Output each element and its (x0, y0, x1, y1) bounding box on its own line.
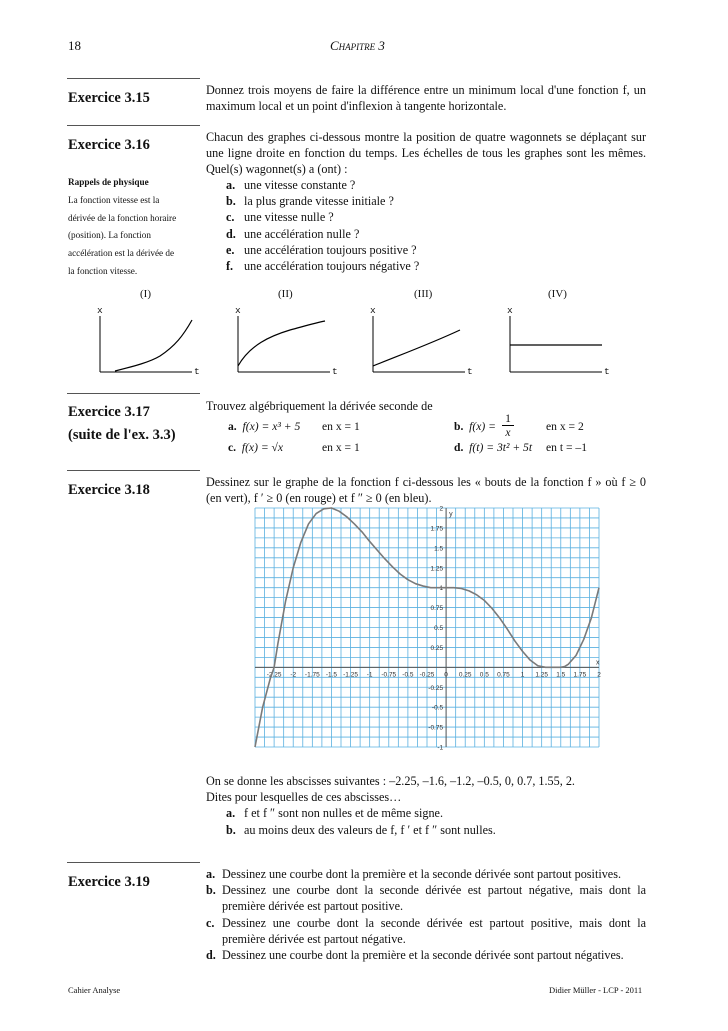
list-item: b. Dessinez une courbe dont la seconde dérivée est partout négative, mais dont la première dérivée est partout positive. (206, 883, 646, 914)
graph1-t-label: t (194, 366, 200, 377)
graph3-x-label: x (370, 305, 376, 316)
wagon-graphs (0, 300, 728, 382)
graph3-t-label: t (467, 366, 473, 377)
x-tick-label: 0.75 (497, 671, 510, 679)
x-tick-label: -0.75 (381, 671, 397, 679)
graph-label-4: (IV) (548, 288, 567, 300)
reminder-line: accélération est la dérivée de (68, 248, 175, 259)
ex316-title: Exercice 3.16 (68, 137, 150, 153)
graph-label-2: (II) (278, 288, 293, 300)
y-tick-label: 0.75 (430, 605, 444, 613)
graph4-x-label: x (507, 305, 513, 316)
y-tick-label: 2 (439, 505, 444, 513)
list-item: b. la plus grande vitesse initiale ? (226, 194, 394, 209)
x-tick-label: -2.25 (266, 671, 282, 679)
list-item: d. une accélération nulle ? (226, 226, 360, 241)
reminder-line: (position). La fonction (68, 230, 151, 241)
x-axis-label: x (596, 659, 600, 667)
ex317-item-d-at: en t = –1 (546, 441, 587, 454)
ex317-item-d: d. f(t) = 3t² + 5t (454, 441, 533, 454)
x-tick-label: 0.5 (479, 671, 489, 679)
physics-reminder (68, 174, 203, 281)
graph2-t-label: t (332, 366, 338, 377)
footer-left: Cahier Analyse (68, 985, 121, 995)
list-item: c. Dessinez une courbe dont la seconde dérivée est partout positive, mais dont la première dérivée est partout négative. (206, 915, 646, 946)
fraction-numerator: 1 (505, 412, 511, 425)
graph3-curve (373, 330, 460, 366)
x-tick-label: 0 (444, 671, 448, 679)
ex315-title: Exercice 3.15 (68, 90, 150, 106)
rule-317 (67, 393, 200, 394)
y-tick-label: 0.5 (434, 625, 444, 632)
ex318-title: Exercice 3.18 (68, 482, 150, 498)
graph1-x-label: x (97, 305, 103, 316)
y-tick-label: -1 (437, 744, 444, 750)
ex317-text: Trouvez algébriquement la dérivée seconde de (206, 399, 433, 413)
reminder-line: dérivée de la fonction horaire (68, 212, 177, 223)
reminder-line: la fonction vitesse. (68, 265, 138, 276)
list-item: a. f et f ″ sont non nulles et de même signe. (226, 806, 444, 820)
ex317-b-fraction (502, 412, 514, 439)
function-graph (252, 505, 602, 750)
ex318-list (206, 805, 646, 839)
list-item: d. Dessinez une courbe dont la première et la seconde dérivée sont partout négatives. (206, 948, 624, 963)
footer-right: Didier Müller - LCP - 2011 (549, 985, 643, 995)
y-axis-label: y (449, 511, 453, 518)
graph1-curve (115, 320, 192, 371)
ex317-subtitle: (suite de l'ex. 3.3) (68, 427, 176, 443)
graph2-x-label: x (235, 305, 241, 316)
rule-315 (67, 78, 200, 79)
ex318-text: Dessinez sur le graphe de la fonction f ci-dessous les « bouts de la fonction f » où f ≥ 0 (en vert), f ′ ≥ 0 (en rouge) et f ″ ≥ 0 (en bleu). (206, 475, 646, 506)
ex316-list (206, 177, 646, 274)
ex316-text: Chacun des graphes ci-dessous montre la position de quatre wagonnets se déplaçant sur une ligne droite en fonction du temps. Les échelles de tous les graphes sont les mêmes. Quel(s) wagonnet(s) a (ont) : (206, 130, 646, 177)
y-tick-label: 1.25 (430, 565, 444, 573)
ex318-after1: On se donne les abscisses suivantes : –2.25, –1.6, –1.2, –0.5, 0, 0.7, 1.55, 2. (206, 774, 575, 788)
ex319-list (206, 866, 646, 963)
x-tick-label: 1.5 (556, 671, 566, 679)
list-item: c. une vitesse nulle ? (226, 210, 334, 225)
x-tick-label: 2 (597, 671, 601, 679)
list-item: a. une vitesse constante ? (226, 178, 356, 192)
graph2-curve (238, 321, 325, 366)
fraction-denominator: x (502, 425, 514, 439)
ex317-title: Exercice 3.17 (68, 404, 150, 420)
graph-label-1: (I) (140, 288, 151, 300)
list-item: f. une accélération toujours négative ? (226, 259, 420, 274)
rule-319 (67, 862, 200, 863)
x-tick-label: -1.25 (343, 671, 358, 679)
ex317-item-c: c. f(x) = √x (228, 441, 284, 454)
graph-label-3: (III) (414, 288, 433, 300)
page-number: 18 (68, 38, 81, 53)
x-tick-label: -1.75 (304, 671, 320, 679)
y-tick-label: -0.75 (428, 724, 444, 732)
ex317-item-b-at: en x = 2 (546, 420, 584, 433)
x-tick-label: -0.5 (402, 671, 414, 679)
ex317-item-a: a. f(x) = x³ + 5 (228, 420, 301, 433)
ex315-text: Donnez trois moyens de faire la différence entre un minimum local d'une fonction f, un maximum local et un point d'inflexion à tangente horizontale. (206, 83, 646, 114)
y-tick-label: 0.25 (430, 644, 444, 652)
y-tick-label: 1 (439, 585, 444, 593)
y-tick-label: 1.75 (430, 525, 444, 533)
x-tick-label: 1.25 (535, 671, 548, 679)
x-tick-label: 0.25 (458, 671, 472, 679)
list-item: a. Dessinez une courbe dont la première et la seconde dérivée sont partout positives. (206, 867, 622, 881)
list-item: b. au moins deux des valeurs de f, f ′ et f ″ sont nulles. (226, 823, 496, 837)
x-tick-label: 1.75 (573, 671, 587, 679)
x-tick-label: -2 (290, 671, 297, 679)
ex318-after2: Dites pour lesquelles de ces abscisses… (206, 790, 402, 804)
x-tick-label: -1 (366, 671, 373, 679)
y-tick-label: -0.25 (428, 684, 444, 692)
chapter-header: Chapitre 3 (330, 38, 385, 53)
y-tick-label: -0.5 (431, 704, 444, 712)
x-tick-label: 1 (520, 671, 525, 679)
ex317-item-c-at: en x = 1 (322, 441, 360, 454)
rule-318 (67, 470, 200, 471)
ex319-title: Exercice 3.19 (68, 874, 150, 890)
list-item: e. une accélération toujours positive ? (226, 242, 417, 257)
reminder-title: Rappels de physique (68, 177, 149, 187)
y-tick-label: 1.5 (434, 545, 444, 553)
x-tick-label: -0.25 (419, 671, 435, 679)
reminder-line: La fonction vitesse est la (68, 194, 160, 205)
x-tick-label: -1.5 (325, 671, 338, 679)
ex317-item-b: b. f(x) = (454, 420, 496, 433)
ex317-item-a-at: en x = 1 (322, 420, 360, 433)
graph4-t-label: t (604, 366, 610, 377)
rule-316 (67, 125, 200, 126)
